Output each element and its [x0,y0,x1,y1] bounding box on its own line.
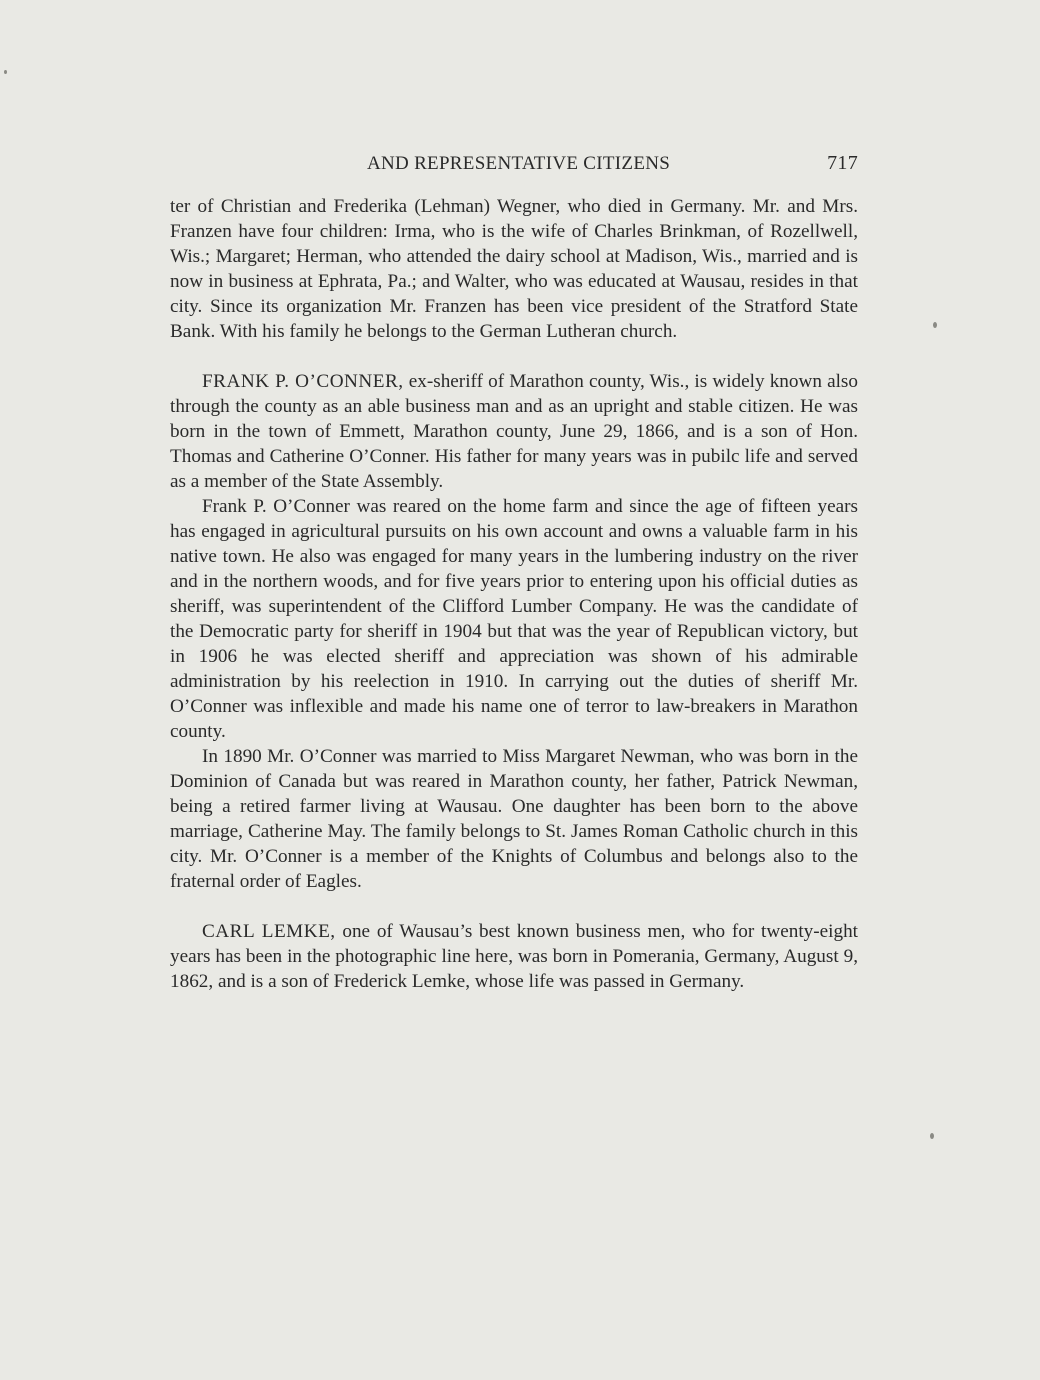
paragraph-text: Frank P. O’Conner was reared on the home farm and since the age of fifteen years has engaged in agricultural pursuits on his own account and owns a valuable farm in his native town. He also was engaged for many years in the lumbering industry on the river and in the northern woods, and for five years prior to entering upon his official duties as sheriff, was superintendent of the Clifford Lumber Company. He was the candidate of the Democratic party for sheriff in 1904 but that was the year of Republican victory, but in 1906 he was elected sheriff and appreciation was shown of his admirable administration by his reelection in 1910. In carrying out the duties of sheriff Mr. O’Conner was inflexible and made his name one of terror to law-breakers in Marathon county. [170,496,858,742]
page-number: 717 [827,152,858,174]
paragraph-carl-lemke-intro [170,919,858,994]
paragraph-text: ter of Christian and Frederika (Lehman) Wegner, who died in Germany. Mr. and Mrs. Franzen have four children: Irma, who is the wife of Charles Brinkman, of Rozellwell, Wis.; Margaret; Herman, who attended the dairy school at Madison, Wis., married and is now in business at Ephrata, Pa.; and Walter, who was educated at Wausau, resides in that city. Since its organization Mr. Franzen has been vice president of the Stratford State Bank. With his family he belongs to the German Lutheran church. [170,196,858,342]
entry-name: FRANK P. O’CONNER, [202,371,404,392]
running-header [170,152,858,184]
running-title: AND REPRESENTATIVE CITIZENS [366,153,671,174]
paragraph-continuation [170,194,858,344]
paragraph-text: In 1890 Mr. O’Conner was married to Miss Margaret Newman, who was born in the Dominion of Canada but was reared in Marathon county, her father, Patrick Newman, being a retired farmer living at Wausau. One daughter has been born to the above marriage, Catherine May. The family belongs to St. James Roman Catholic church in this city. Mr. O’Conner is a member of the Knights of Columbus and belongs also to the fraternal order of Eagles. [170,746,858,892]
book-page [170,152,858,994]
paragraph-frank-oconner-career [170,494,858,744]
paper-speck [930,1133,934,1139]
paper-speck [933,322,937,328]
entry-name: CARL LEMKE, [202,921,336,942]
paper-speck [4,70,7,74]
paragraph-text: one of Wausau’s best known business men, who for twenty-eight years has been in the photographic line here, was born in Pomerania, Germany, August 9, 1862, and is a son of Frederick Lemke, whose life was passed in Germany. [170,921,859,992]
paragraph-text: ex-sheriff of Marathon county, Wis., is widely known also through the county as an able business man and as an upright and stable citizen. He was born in the town of Emmett, Marathon county, June 29, 1866, and is a son of Hon. Thomas and Catherine O’Conner. His father for many years was in pubilc life and served as a member of the State Assembly. [170,371,858,492]
paragraph-frank-oconner-intro [170,369,858,494]
paragraph-frank-oconner-family [170,744,858,894]
page-body [170,194,858,994]
